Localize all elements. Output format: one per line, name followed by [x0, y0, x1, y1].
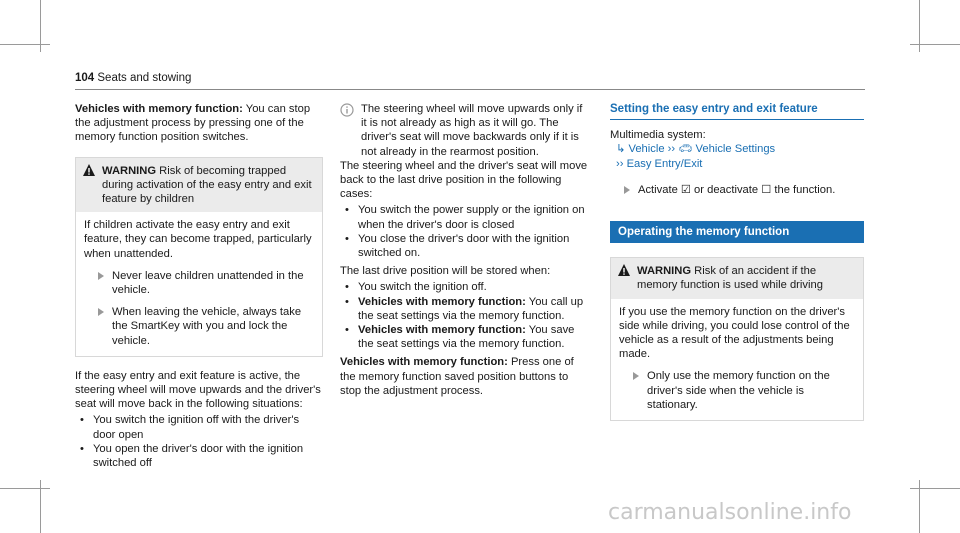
crop-mark — [0, 44, 50, 45]
left-column — [75, 102, 323, 474]
crop-mark — [919, 480, 920, 533]
menu-item-easy-entry[interactable]: Easy Entry/Exit — [626, 157, 703, 170]
warning-header: WARNING Risk of becoming trapped during activation of the easy entry and exit feature by children — [76, 158, 322, 213]
arrow-icon — [98, 272, 104, 280]
list-item: • You close the driver's door with the ignition switched on. — [356, 232, 590, 260]
chapter-title: Seats and stowing — [97, 72, 192, 84]
warning-box — [75, 157, 323, 357]
right-column — [610, 102, 864, 421]
warning-icon — [617, 263, 631, 277]
menu-path — [610, 142, 864, 170]
note: The steering wheel will move upwards only if it is not already as high as it will go. The driver's seat will move backwards only if it is not already in the rearmost position. — [340, 102, 590, 159]
active-paragraph: If the easy entry and exit feature is active, the steering wheel will move upwards and the driver's seat will move back in the following situations: — [75, 369, 321, 411]
crop-mark — [910, 44, 960, 45]
page-number: 104 — [75, 72, 95, 84]
chevron-icon: ›› — [667, 143, 679, 156]
warning-body: If children activate the easy entry and exit feature, they can become trapped, particularly when unattended. Never leave children unattended in the vehicle. When leaving the vehicle, always take the SmartKey with you and lock the vehicle. — [76, 212, 322, 356]
car-icon: 🚗︎ — [678, 143, 696, 156]
checkbox-empty-icon: ☐ — [761, 183, 772, 196]
bullet-list — [340, 203, 590, 260]
warning-icon — [82, 163, 96, 177]
final-paragraph: Vehicles with memory function: Press one of the memory function saved position buttons to stop the adjustment process. — [340, 356, 574, 397]
cases-paragraph: The steering wheel and the driver's seat will move back to the last drive position in the following cases: — [340, 159, 588, 201]
warning-box — [610, 257, 864, 421]
crop-mark — [40, 0, 41, 52]
list-item: • You open the driver's door with the ignition switched off — [91, 442, 323, 470]
warning-header: WARNING Risk of an accident if the memory function is used while driving — [611, 258, 863, 298]
section-bar: Operating the memory function — [610, 221, 864, 243]
crop-mark — [0, 488, 50, 489]
header-divider — [75, 89, 865, 90]
list-item: • You switch the ignition off. — [356, 280, 590, 294]
chevron-icon: ›› — [616, 157, 627, 170]
arrow-icon — [98, 308, 104, 316]
multimedia-label: Multimedia system: — [610, 129, 706, 142]
arrow-icon — [633, 372, 639, 380]
return-arrow-icon: ↳ — [616, 143, 629, 156]
checkbox-checked-icon: ☑ — [680, 183, 691, 196]
watermark: carmanualsonline.info — [608, 500, 852, 525]
crop-mark — [919, 0, 920, 52]
warning-step: Never leave children unattended in the vehicle. — [84, 269, 314, 297]
crop-mark — [40, 480, 41, 533]
crop-mark — [910, 488, 960, 489]
warning-step: Only use the memory function on the driver's side when the vehicle is stationary. — [619, 369, 855, 412]
warning-body: If you use the memory function on the driver's side while driving, you could lose control of the vehicle as a result of the adjustments being made. Only use the memory function on the driver's side when the vehicle is stationary. — [611, 299, 863, 420]
list-item: • You switch the ignition off with the driver's door open — [91, 413, 323, 441]
list-item: • Vehicles with memory function: You call up the seat settings via the memory function. — [356, 295, 590, 323]
info-icon — [340, 103, 354, 117]
arrow-icon — [624, 186, 630, 194]
intro-paragraph: Vehicles with memory function: You can stop the adjustment process by pressing one of the memory function position switches. — [75, 103, 311, 144]
section-title: Setting the easy entry and exit feature — [610, 102, 864, 120]
middle-column — [340, 102, 590, 398]
list-item: • Vehicles with memory function: You save the seat settings via the memory function. — [356, 323, 590, 351]
activate-step: Activate ☑ or deactivate ☐ the function. — [610, 183, 864, 197]
bullet-list — [75, 413, 323, 470]
menu-item-vehicle[interactable]: Vehicle — [628, 143, 665, 156]
page-header — [75, 72, 865, 84]
list-item: • You switch the power supply or the ignition on when the driver's door is closed — [356, 203, 590, 231]
warning-step: When leaving the vehicle, always take the SmartKey with you and lock the vehicle. — [84, 305, 314, 348]
menu-item-vehicle-settings[interactable]: Vehicle Settings — [695, 143, 776, 156]
stored-paragraph: The last drive position will be stored when: — [340, 265, 551, 278]
bullet-list — [340, 280, 590, 351]
